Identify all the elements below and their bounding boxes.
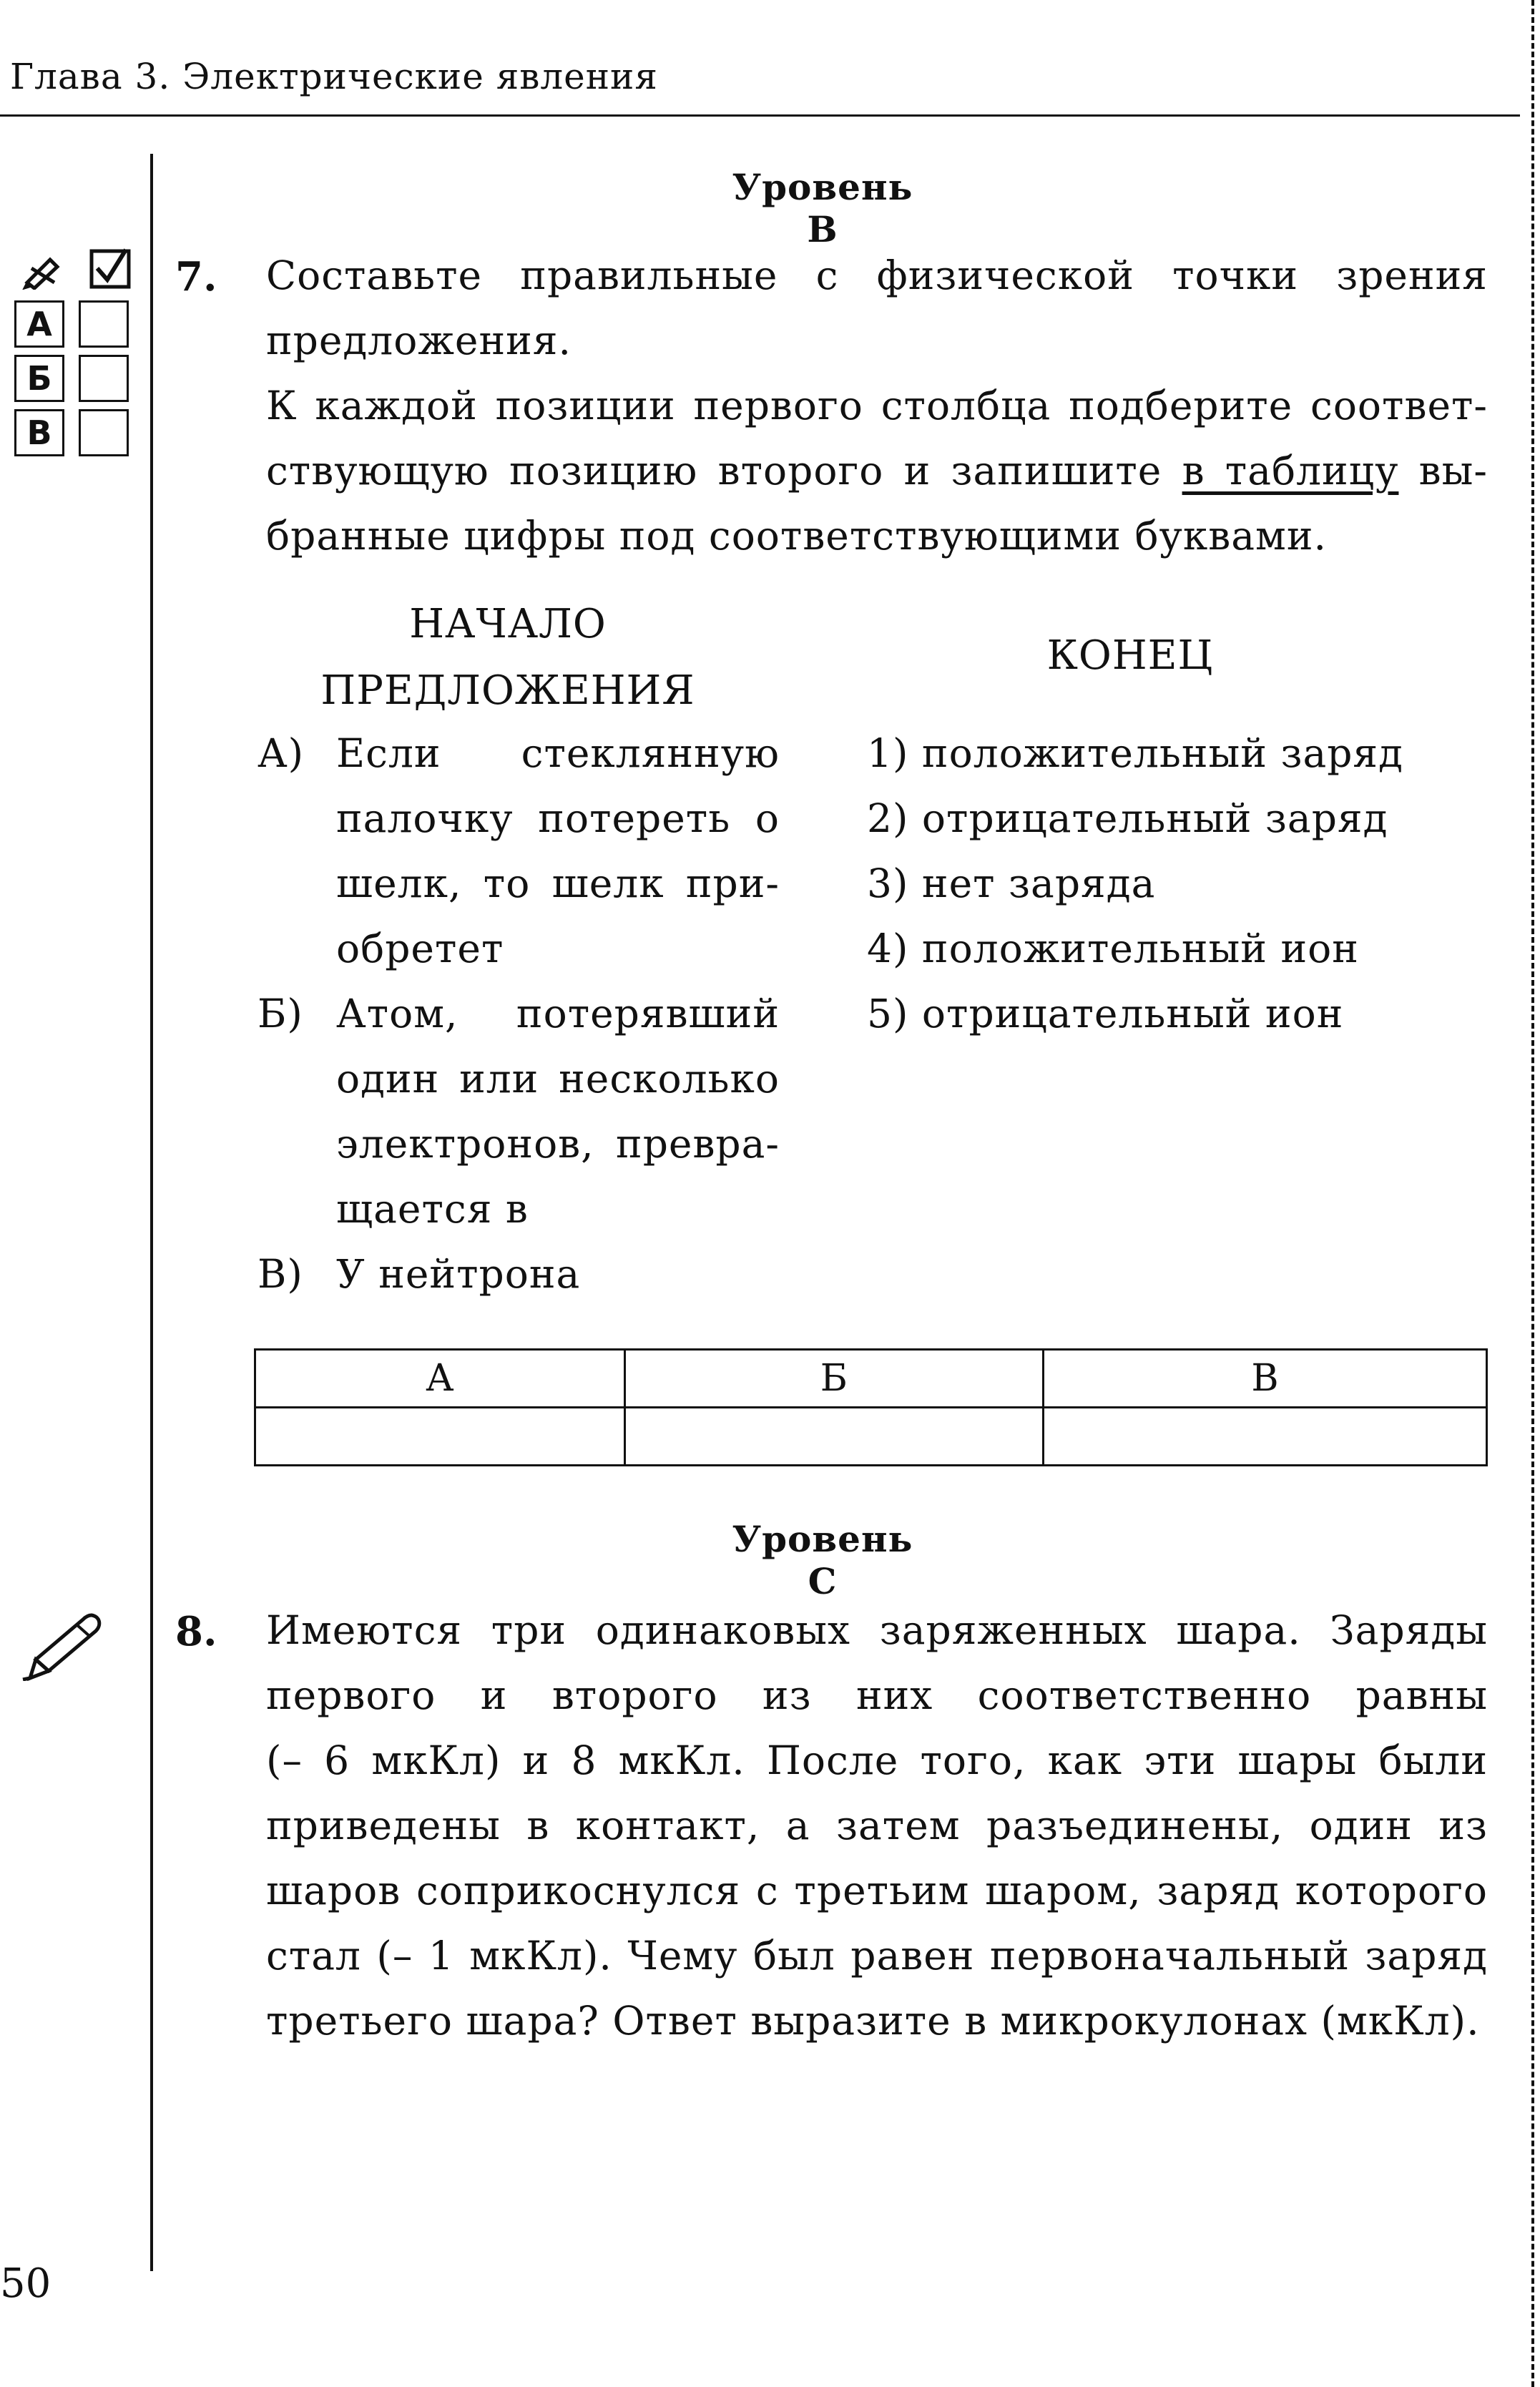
question-7-text: Составьте правильные с физической точки зрения предложения. К каждой позиции первого столбца подберите соответ- ствующую позицию второго и запишите в таблицу вы- бранные цифры под соответствующими буквами. [266, 253, 1488, 559]
answer-box-b-icon: Б [14, 355, 64, 402]
right-item-2: 2) отрицательный заряд [867, 795, 1388, 841]
pen-icon [20, 1609, 106, 1681]
left-item-a: А) Если стеклянную палочку потереть о шелк, то шелк при- обретет [258, 730, 780, 971]
chapter-header: Глава 3. Электрические явления [10, 56, 658, 97]
answer-cell-b[interactable] [624, 1408, 1043, 1466]
question-8-text: Имеются три одинаковых заряженных шара. Заряды первого и второго из них соответственно равны (– 6 мкКл) и 8 мкКл. После того, как эти шары были приведены в контакт, а затем разъединены, один из шаров соприкоснулся с третьим шаром, заряд которого стал (– 1 мкКл). Чему был равен первоначальный заряд третьего шара? Ответ выразите в микрокулонах (мкКл). [266, 1607, 1488, 2044]
column-right-header: КОНЕЦ [1046, 632, 1214, 679]
column-left-header: НАЧАЛО ПРЕДЛОЖЕНИЯ [320, 601, 695, 714]
page-cut-line [1531, 0, 1534, 2387]
page-number: 50 [0, 2260, 52, 2307]
header-divider [0, 114, 1520, 117]
question-7-number: 7. [175, 253, 217, 300]
answer-cell-a[interactable] [255, 1408, 625, 1466]
empty-box-icon [79, 409, 129, 456]
left-item-c: В) У нейтрона [258, 1251, 581, 1297]
right-item-3: 3) нет заряда [867, 861, 1156, 906]
answer-box-a-icon: А [14, 300, 64, 348]
right-items-list [867, 721, 1403, 1047]
left-item-b: Б) Атом, потерявший один или несколько электронов, превра- щается в [258, 991, 780, 1232]
right-item-4: 4) положительный ион [867, 926, 1359, 971]
right-item-1: 1) положительный заряд [867, 730, 1403, 776]
table-header-c: В [1044, 1350, 1487, 1408]
answer-box-c-icon: В [14, 409, 64, 456]
table-header-a: А [255, 1350, 625, 1408]
empty-box-icon [79, 355, 129, 402]
margin-line [150, 154, 153, 2271]
right-item-5: 5) отрицательный ион [867, 991, 1344, 1036]
table-header-b: Б [624, 1350, 1043, 1408]
pencil-check-icon [21, 247, 136, 290]
question-8-number: 8. [175, 1608, 217, 1655]
level-c-title: Уровень С [732, 1518, 913, 1602]
level-b-title: Уровень В [732, 166, 913, 250]
empty-box-icon [79, 300, 129, 348]
answer-table [254, 1348, 1488, 1466]
answer-cell-c[interactable] [1044, 1408, 1487, 1466]
